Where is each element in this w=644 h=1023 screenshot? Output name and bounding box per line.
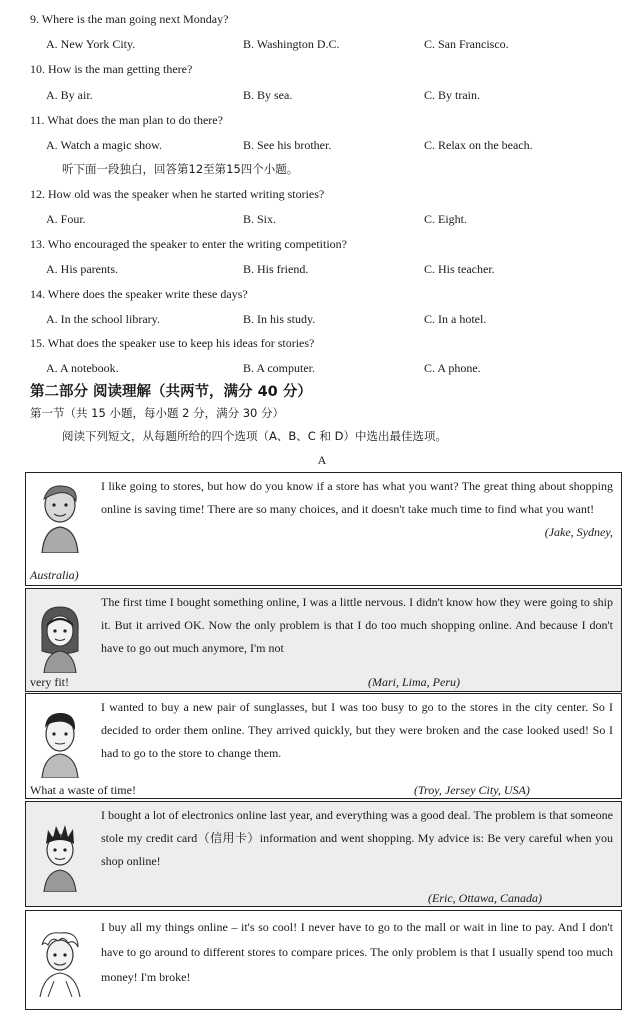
boy-short-hair-icon xyxy=(34,706,86,778)
passage-body xyxy=(101,475,613,544)
option-a: A. A notebook. xyxy=(46,361,119,375)
option-a: A. Watch a magic show. xyxy=(46,138,163,152)
passage-text: I bought a lot of electronics online last year, and everything was a good deal. The problem is that someone stole my credit card（信用卡）information and went shopping. My advice is: Be very careful when you shop online! xyxy=(101,808,613,868)
option-b: B. Six. xyxy=(243,212,277,226)
part-title: 第二部分 阅读理解（共两节，满分 40 分） xyxy=(30,384,312,400)
option-a: A. In the school library. xyxy=(46,312,160,326)
passage-box-eric xyxy=(25,801,622,907)
passage-signature: (Mari, Lima, Peru) xyxy=(368,675,460,689)
question-13: 13. Who encouraged the speaker to enter the writing competition? xyxy=(30,237,348,251)
passage-text: I buy all my things online – it's so cool! I never have to go to the mall or wait in line to pay. And I don't have to go around to different stores to compare prices. The only problem is that I usually spend too much money! I'm broke! xyxy=(101,920,613,984)
question-15: 15. What does the speaker use to keep his ideas for stories? xyxy=(30,336,315,350)
option-b: B. Washington D.C. xyxy=(243,37,340,51)
listening-instruction: 听下面一段独白，回答第12至第15四个小题。 xyxy=(62,162,299,176)
option-c: C. Relax on the beach. xyxy=(424,138,533,152)
passage-box-fifth xyxy=(25,910,622,1010)
question-10: 10. How is the man getting there? xyxy=(30,62,193,76)
boy-cartoon-icon xyxy=(34,481,86,553)
passage-tail: What a waste of time! xyxy=(30,783,136,797)
section-title: 第一节（共 15 小题，每小题 2 分，满分 30 分） xyxy=(30,406,285,420)
passage-box-mari xyxy=(25,588,622,692)
passage-text: The first time I bought something online, I was a little nervous. I didn't know how they were going to ship it. But it arrived OK. Now the only problem is that I do too much shopping online. And because I don't have to go out much anymore, I'm not xyxy=(101,595,613,655)
option-c: C. By train. xyxy=(424,88,480,102)
question-12: 12. How old was the speaker when he started writing stories? xyxy=(30,187,325,201)
option-c: C. His teacher. xyxy=(424,262,495,276)
passage-body xyxy=(101,696,613,765)
passage-text: I wanted to buy a new pair of sunglasses, but I was too busy to go to the stores in the city center. So I decided to order them online. They arrived quickly, but they were broken and the case looked used! So I had to go to the store to change them. xyxy=(101,700,613,760)
passage-tail: Australia) xyxy=(30,568,79,582)
question-11: 11. What does the man plan to do there? xyxy=(30,113,223,127)
passage-box-troy xyxy=(25,693,622,799)
option-b: B. See his brother. xyxy=(243,138,332,152)
girl-cartoon-icon xyxy=(34,601,86,673)
option-a: A. New York City. xyxy=(46,37,136,51)
option-b: B. His friend. xyxy=(243,262,309,276)
question-9: 9. Where is the man going next Monday? xyxy=(30,12,229,26)
passage-text: I like going to stores, but how do you know if a store has what you want? The great thing about shopping online is saving time! There are so many choices, and it doesn't take much time to find what you want! xyxy=(101,479,613,516)
option-b: B. A computer. xyxy=(243,361,315,375)
passage-signature: (Eric, Ottawa, Canada) xyxy=(428,891,542,905)
option-c: C. A phone. xyxy=(424,361,481,375)
option-a: A. Four. xyxy=(46,212,86,226)
option-b: B. By sea. xyxy=(243,88,293,102)
passage-tail: very fit! xyxy=(30,675,69,689)
option-b: B. In his study. xyxy=(243,312,316,326)
boy-messy-hair-icon xyxy=(34,925,86,997)
option-a: A. His parents. xyxy=(46,262,118,276)
passage-body xyxy=(101,591,613,660)
option-a: A. By air. xyxy=(46,88,93,102)
passage-signature: (Jake, Sydney, xyxy=(544,525,613,539)
passage-label: A xyxy=(317,453,327,467)
question-14: 14. Where does the speaker write these days? xyxy=(30,287,248,301)
passage-body xyxy=(101,804,613,873)
passage-signature: (Troy, Jersey City, USA) xyxy=(414,783,530,797)
passage-box-jake xyxy=(25,472,622,586)
boy-spiky-hair-icon xyxy=(34,820,86,892)
section-instruction: 阅读下列短文，从每题所给的四个选项（A、B、C 和 D）中选出最佳选项。 xyxy=(62,429,447,443)
option-c: C. San Francisco. xyxy=(424,37,509,51)
passage-body xyxy=(101,915,613,990)
option-c: C. Eight. xyxy=(424,212,468,226)
option-c: C. In a hotel. xyxy=(424,312,487,326)
